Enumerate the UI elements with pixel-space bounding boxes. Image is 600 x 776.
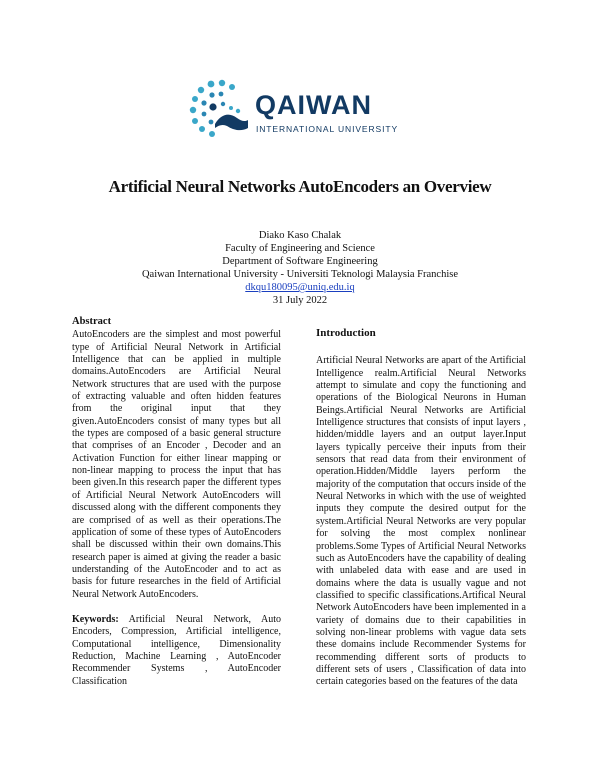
university-logo [185, 78, 425, 140]
introduction-heading: Introduction [316, 327, 376, 339]
logo-wordmark: QAIWAN [255, 90, 372, 120]
abstract-text: AutoEncoders are the simplest and most powerful type of Artificial Neural Network in Artificial Intelligence that can be applied in multiple domains.AutoEncoders are Artificial Neural Network structures that are used with the purpose of extracting valuable and often hidden features from the original input that they given.AutoEncoders consist of many types but all the types are composed of a basic general structure that comprises of an Encoder , Decoder and an Activation Function for either linear mapping or non-linear mapping to process the input that has been given.In this research paper the different types of Artificial Neural Network AutoEncoders will discussed along with the different components they are comprised of as well as their operations.The application of some of these types of AutoEncoders shall be discussed within their own domains.This research paper is aimed at giving the reader a basic understanding of the AutoEncoder and to act as basis for future researches in the field of Artificial Neural Network AutoEncoders. [72, 329, 281, 600]
left-column [72, 316, 281, 688]
author-department: Department of Software Engineering [222, 256, 378, 267]
author-name: Diako Kaso Chalak [258, 230, 342, 241]
paper-date: 31 July 2022 [272, 295, 328, 306]
logo-subtitle: INTERNATIONAL UNIVERSITY [256, 124, 399, 134]
abstract-heading: Abstract [72, 316, 112, 327]
author-institution: Qaiwan International University - Universiti Teknologi Malaysia Franchise [141, 269, 459, 280]
qaiwan-emblem-icon [185, 78, 249, 140]
introduction-text: Artificial Neural Networks are apart of the Artificial Intelligence realm.Artificial Neural Networks attempt to simulate and copy the functioning and operations of the Biological Neurons in Human Beings.Artificial Neural Networks are Artificial Intelligence structures that consists of input layers , hidden/middle layers and an output layer.Input layers typically perceive their inputs from their sensors that read data from their environment of operation.Hidden/Middle layers perform the majority of the computation that occurs inside of the Neural Networks in which with the use of weighted inputs they compute the desired output for the system.Artificial Neural Networks are very popular for solving the most complex nonlinear problems.Some Types of Artificial Neural Networks such as AutoEncoders have the capability of dealing with unlabeled data with ease and are used in domains where the data is usually vague and not classified to specific classifications.Artifical Neural Network AutoEncoders have been implemented in a variety of domains due to their capabilities in solving non-linear problems with vague data sets these domains include Recommender Systems for recommending different sorts of products to different sets of users , Classification of data into certain categories based on the features of the data [316, 355, 526, 688]
author-faculty: Faculty of Engineering and Science [225, 243, 375, 254]
keywords-label: Keywords: [72, 613, 119, 625]
author-block [0, 229, 600, 307]
keywords-text: Artificial Neural Network, Auto Encoders, Compression, Artificial intelligence, Computational intelligence, Dimensionality Reduction, Machine Learning , AutoEncoder Recommender Systems , AutoEncoder Classification [72, 613, 281, 687]
keywords-paragraph [72, 614, 281, 688]
paper-title: Artificial Neural Networks AutoEncoders an Overview [108, 177, 492, 196]
author-email-link[interactable]: dkqu180095@uniq.edu.iq [245, 282, 355, 293]
right-column [316, 327, 526, 689]
